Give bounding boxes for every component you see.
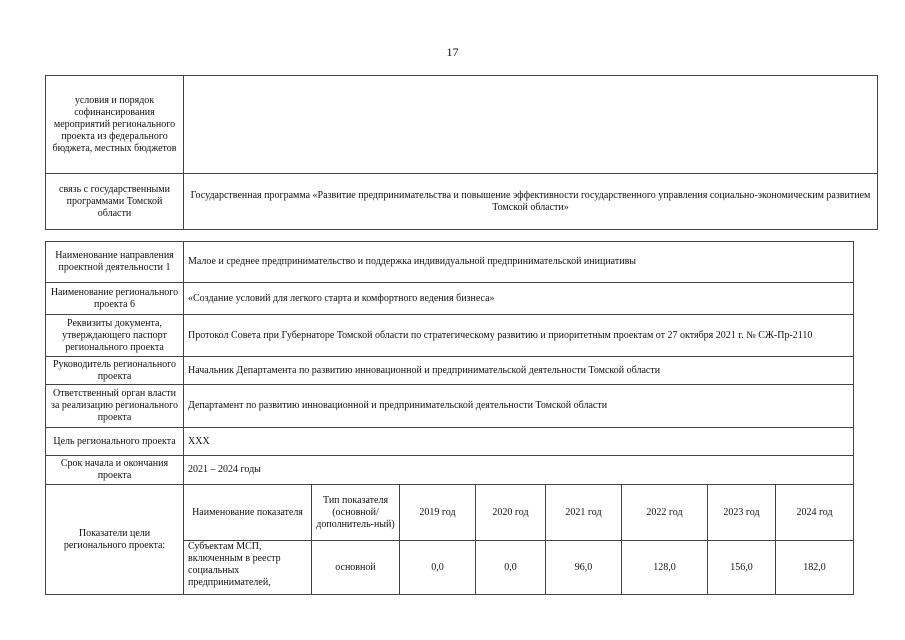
row-label: Наименование регионального проекта 6 bbox=[46, 283, 184, 315]
header-year: 2021 год bbox=[546, 485, 622, 541]
indicator-value: 128,0 bbox=[622, 541, 708, 595]
header-year: 2022 год bbox=[622, 485, 708, 541]
header-name: Наименование показателя bbox=[184, 485, 312, 541]
top-table bbox=[45, 75, 878, 230]
indicator-value: 0,0 bbox=[400, 541, 476, 595]
row-label: Наименование направления проектной деятельности 1 bbox=[46, 242, 184, 283]
indicators-header-row bbox=[46, 485, 854, 541]
row-value: Департамент по развитию инновационной и предпринимательской деятельности Томской области bbox=[184, 385, 854, 428]
table-row bbox=[46, 385, 854, 428]
indicator-value: 182,0 bbox=[776, 541, 854, 595]
table-row bbox=[46, 456, 854, 485]
header-year: 2023 год bbox=[708, 485, 776, 541]
table-row bbox=[46, 283, 854, 315]
indicator-value: 156,0 bbox=[708, 541, 776, 595]
row-label: Срок начала и окончания проекта bbox=[46, 456, 184, 485]
indicator-value: 0,0 bbox=[476, 541, 546, 595]
header-type: Тип показателя (основной/ дополнитель-ный) bbox=[312, 485, 400, 541]
header-year: 2024 год bbox=[776, 485, 854, 541]
indicators-label: Показатели цели регионального проекта: bbox=[46, 485, 184, 595]
row-label: Цель регионального проекта bbox=[46, 428, 184, 456]
row-value bbox=[184, 76, 878, 174]
table-row bbox=[46, 428, 854, 456]
row-value: Протокол Совета при Губернаторе Томской области по стратегическому развитию и приоритетным проектам от 27 октября 2021 г. № СЖ-Пр-2110 bbox=[184, 315, 854, 357]
indicator-value: 96,0 bbox=[546, 541, 622, 595]
row-value: Малое и среднее предпринимательство и поддержка индивидуальной предпринимательской инициативы bbox=[184, 242, 854, 283]
page-number: 17 bbox=[446, 45, 459, 59]
header-year: 2019 год bbox=[400, 485, 476, 541]
indicator-type: основной bbox=[312, 541, 400, 595]
indicator-name: Субъектам МСП, включенным в реестр социальных предпринимателей, bbox=[184, 541, 312, 595]
row-label: Ответственный орган власти за реализацию регионального проекта bbox=[46, 385, 184, 428]
table-row bbox=[46, 174, 878, 230]
project-table bbox=[45, 241, 854, 595]
header-year: 2020 год bbox=[476, 485, 546, 541]
row-value: Государственная программа «Развитие предпринимательства и повышение эффективности государственного управления социально-экономическим развитием Томской области» bbox=[184, 174, 878, 230]
table-row bbox=[46, 76, 878, 174]
row-label: Руководитель регионального проекта bbox=[46, 357, 184, 385]
row-label: Реквизиты документа, утверждающего паспорт регионального проекта bbox=[46, 315, 184, 357]
row-label: связь с государственными программами Томской области bbox=[46, 174, 184, 230]
row-value: ХХХ bbox=[184, 428, 854, 456]
row-label: условия и порядок софинансирования мероприятий регионального проекта из федерального бюджета, местных бюджетов bbox=[46, 76, 184, 174]
row-value: Начальник Департамента по развитию инновационной и предпринимательской деятельности Томской области bbox=[184, 357, 854, 385]
table-row bbox=[46, 315, 854, 357]
row-value: 2021 – 2024 годы bbox=[184, 456, 854, 485]
table-row bbox=[46, 242, 854, 283]
table-row bbox=[46, 357, 854, 385]
row-value: «Создание условий для легкого старта и комфортного ведения бизнеса» bbox=[184, 283, 854, 315]
